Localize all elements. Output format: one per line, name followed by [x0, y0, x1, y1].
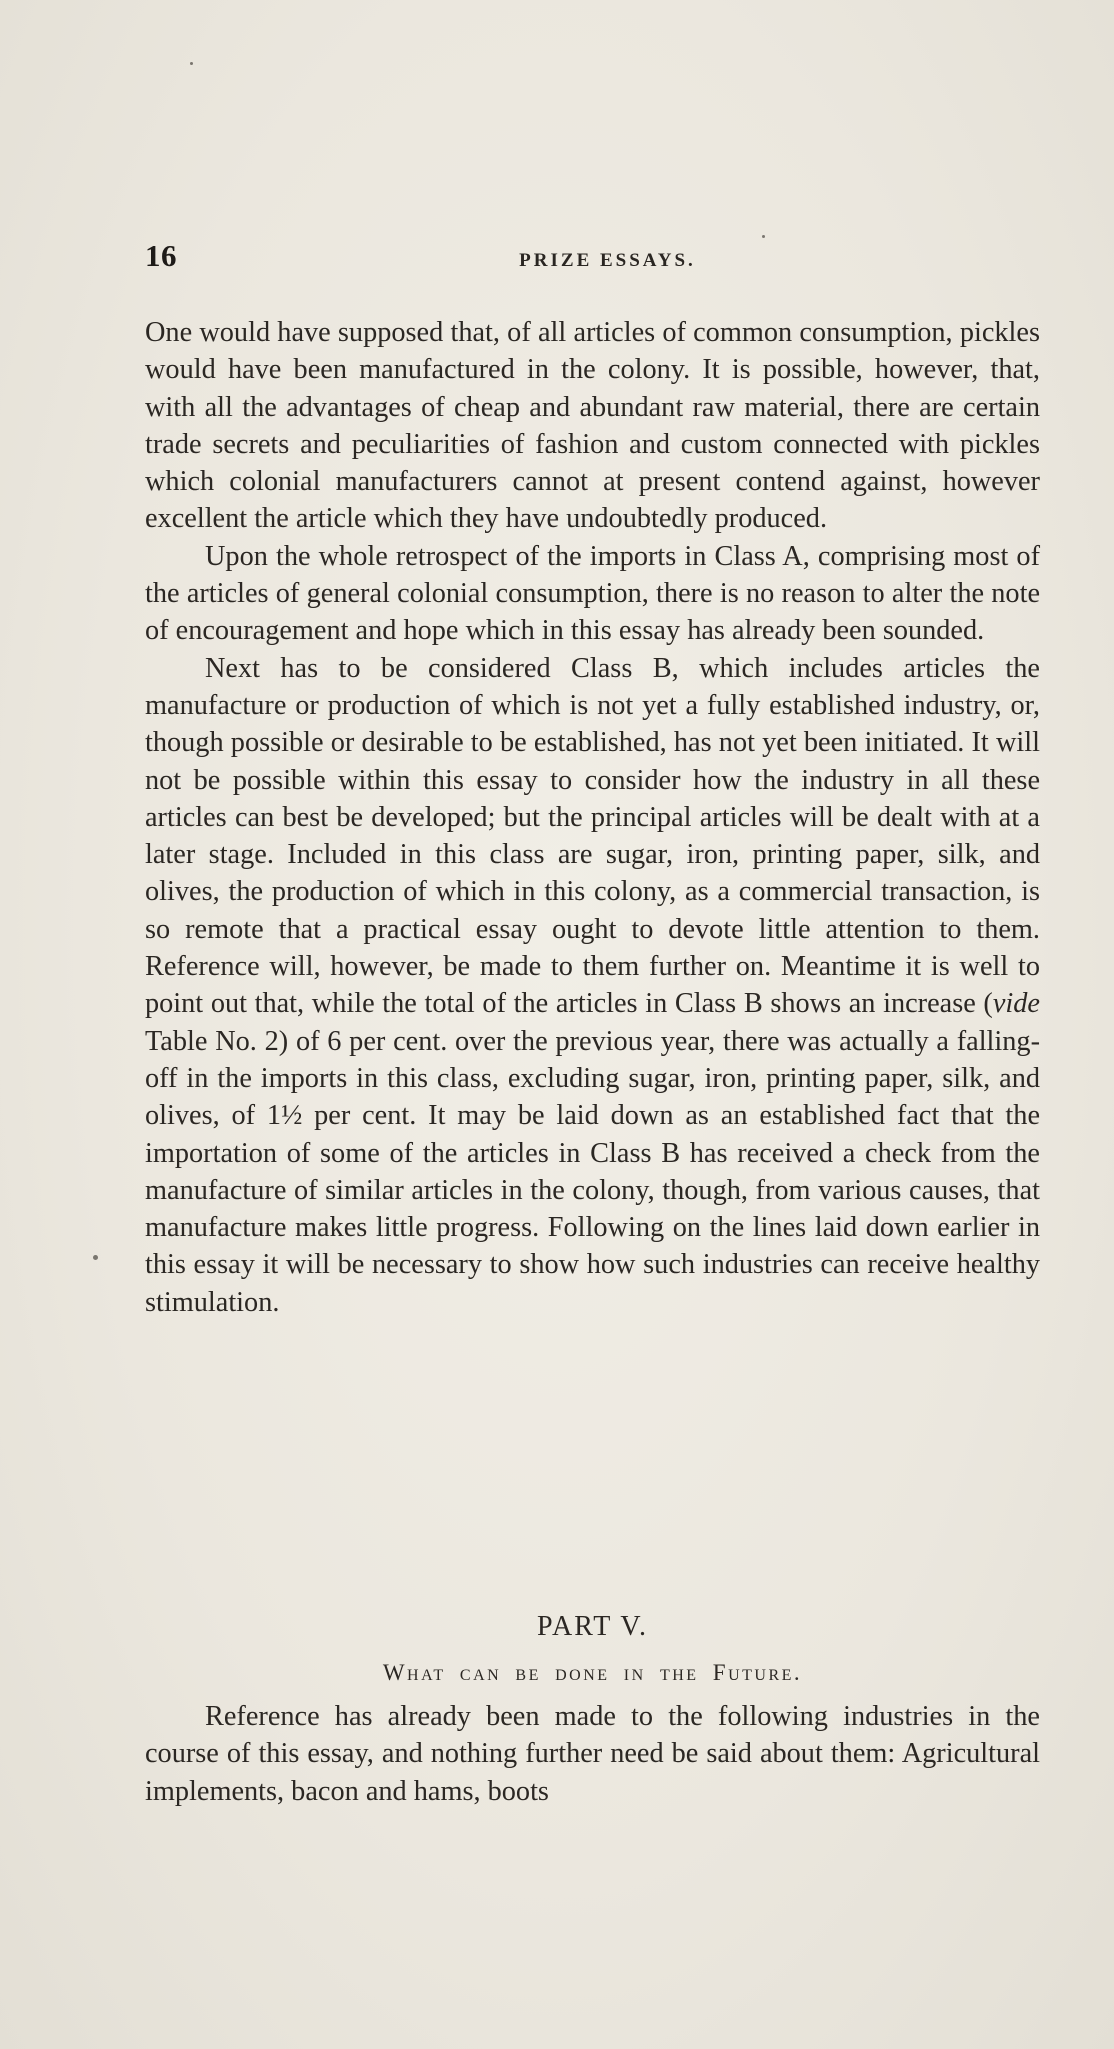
- part-heading: PART V.: [537, 1611, 648, 1642]
- final-text: [145, 1698, 1040, 1810]
- page-header: [145, 230, 1040, 280]
- body-text: [145, 314, 1040, 1321]
- page-speck: [190, 62, 193, 65]
- paragraph-class-a-retrospect: Upon the whole retrospect of the imports in Class A, comprising most of the articles of general colonial consumption, there is no reason to alter the note of encouragement and hope which in this essay has already been sounded.: [145, 540, 1040, 647]
- running-head: PRIZE ESSAYS.: [519, 250, 696, 271]
- paragraph-future-industries: Reference has already been made to the following industries in the course of this essay, and nothing further need be said about them: Agricultural implements, bacon and hams, boots: [145, 1701, 1040, 1807]
- page-number: 16: [145, 238, 177, 273]
- paragraph-class-b-text-start: Next has to be considered Class B, which includes articles the manufacture or production of which is not yet a fully established industry, or, though possible or desirable to be established, has not yet been initiated. It will not be possible within this essay to consider how the industry in all these articles can best be developed; but the principal articles will be dealt with at a later stage. Included in this class are sugar, iron, printing paper, silk, and olives, the production of which in this colony, as a commercial transaction, is so remote that a practical essay ought to devote little attention to them. Reference will, however, be made to them further on. Meantime it is well to point out that, while the total of the articles in Class B shows an increase (: [145, 652, 1040, 1020]
- vide-italic: vide: [992, 988, 1040, 1020]
- paragraph-class-b-text-end: Table No. 2) of 6 per cent. over the previous year, there was actually a falling-off in the imports in this class, excluding sugar, iron, printing paper, silk, and olives, of 1½ per cent. It may be laid down as an established fact that the importation of some of the articles in Class B has received a check from the manufacture of similar articles in the colony, though, from various causes, that manufacture makes little progress. Following on the lines laid down earlier in this essay it will be necessary to show how such industries can receive healthy stimulation.: [145, 1025, 1040, 1318]
- section-subheading: What can be done in the Future.: [382, 1660, 803, 1685]
- paragraph-class-b: [145, 650, 1040, 1321]
- paragraph-pickles: One would have supposed that, of all articles of common consumption, pickles would have been manufactured in the colony. It is possible, however, that, with all the advantages of cheap and abundant raw material, there are certain trade secrets and peculiarities of fashion and custom connected with pickles which colonial manufacturers cannot at present contend against, however excellent the article which they have undoubtedly produced.: [145, 317, 1040, 535]
- page-speck: [93, 1255, 98, 1260]
